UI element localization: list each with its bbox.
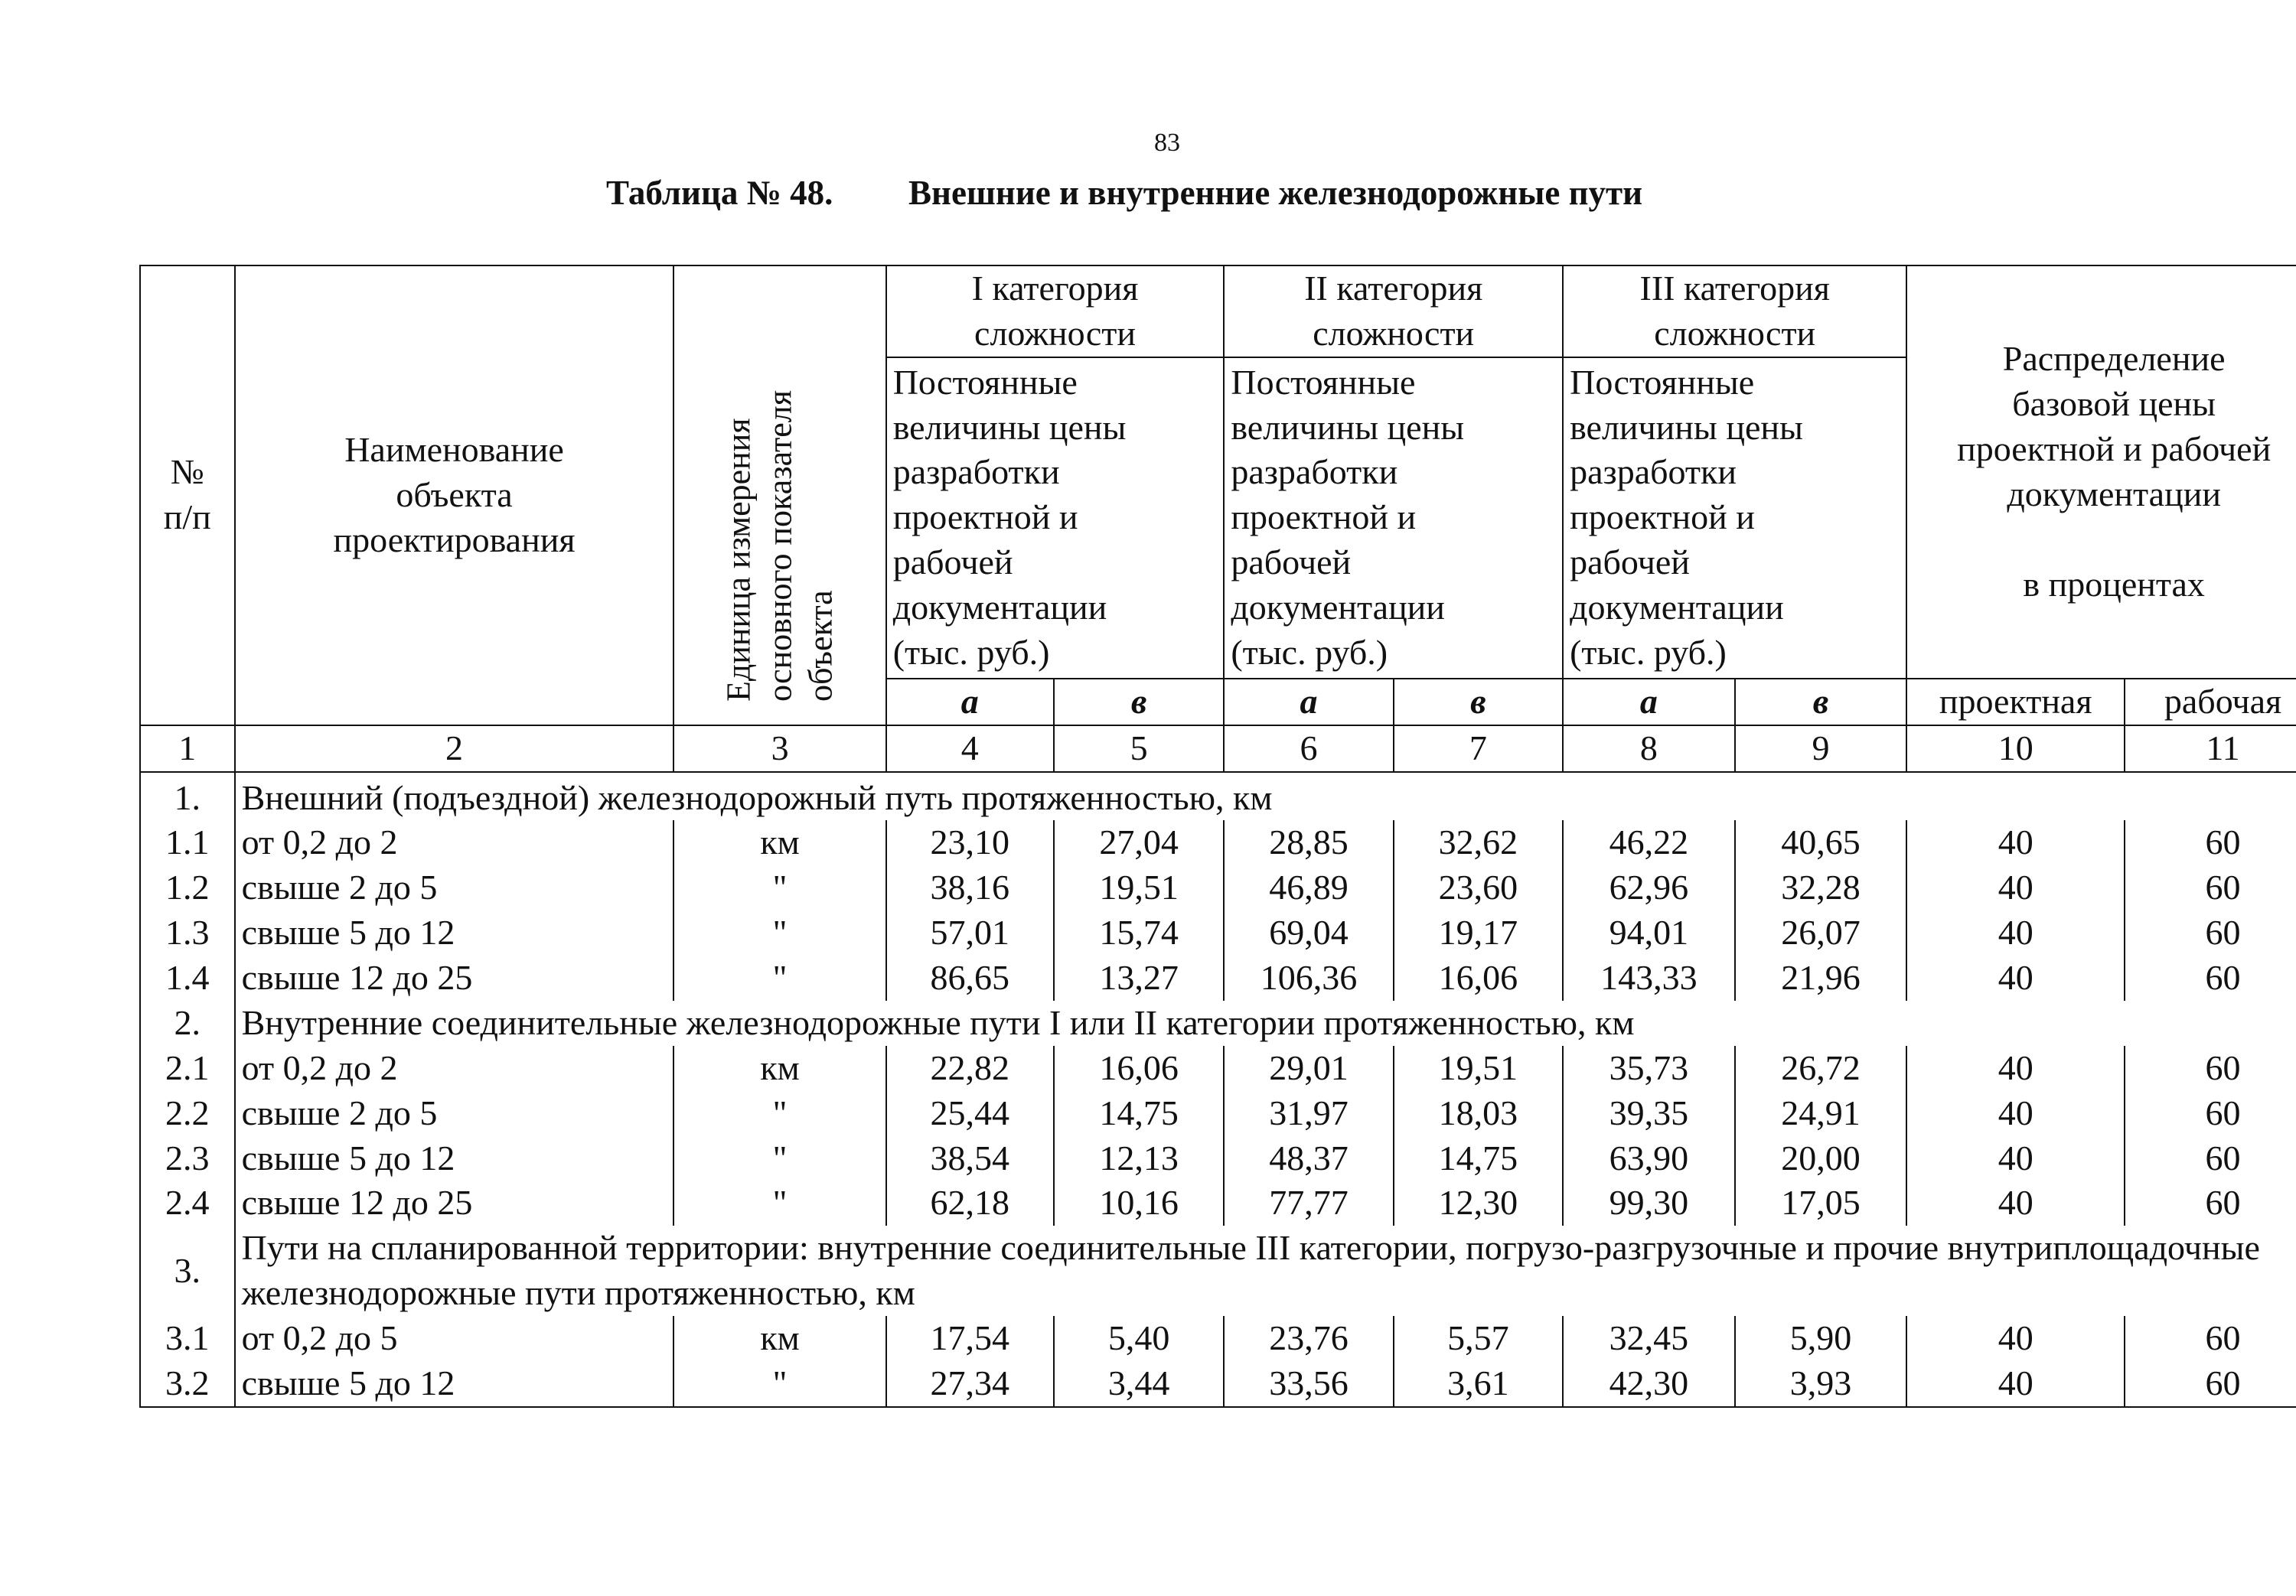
header-category-1: I категория сложности: [886, 265, 1225, 357]
table-title: [606, 173, 1642, 213]
table-row: [140, 956, 2296, 1001]
row-value: 32,28: [1735, 865, 1907, 910]
row-value: 60: [2125, 1361, 2296, 1407]
row-name: от 0,2 до 2: [235, 1046, 674, 1091]
row-value: 106,36: [1224, 956, 1393, 1001]
table-row: [140, 820, 2296, 865]
row-number: 2.4: [140, 1181, 235, 1226]
row-value: 17,54: [886, 1316, 1054, 1361]
row-number: 2.1: [140, 1046, 235, 1091]
row-name: свыше 5 до 12: [235, 1136, 674, 1181]
row-number: 3.1: [140, 1316, 235, 1361]
column-number: 3: [673, 725, 885, 772]
row-value: 3,61: [1394, 1361, 1563, 1407]
price-table: [139, 265, 2296, 1408]
row-value: 60: [2125, 1136, 2296, 1181]
row-name: от 0,2 до 2: [235, 820, 674, 865]
section-row: [140, 1001, 2296, 1046]
row-unit: ": [673, 956, 885, 1001]
row-value: 16,06: [1054, 1046, 1224, 1091]
row-value: 40: [1906, 1136, 2125, 1181]
row-value: 57,01: [886, 910, 1054, 956]
row-value: 17,05: [1735, 1181, 1907, 1226]
row-value: 38,16: [886, 865, 1054, 910]
row-value: 40: [1906, 1091, 2125, 1136]
table-body: [140, 772, 2296, 1407]
page-number: 83: [1154, 129, 1180, 157]
section-number: 2.: [140, 1001, 235, 1046]
row-value: 21,96: [1735, 956, 1907, 1001]
row-value: 19,17: [1394, 910, 1563, 956]
row-value: 26,07: [1735, 910, 1907, 956]
row-value: 23,60: [1394, 865, 1563, 910]
column-number: 9: [1735, 725, 1907, 772]
row-value: 32,62: [1394, 820, 1563, 865]
row-name: свыше 5 до 12: [235, 1361, 674, 1407]
row-value: 40: [1906, 1181, 2125, 1226]
row-value: 40,65: [1735, 820, 1907, 865]
row-unit: км: [673, 1316, 885, 1361]
table-row: [140, 1046, 2296, 1091]
row-name: свыше 5 до 12: [235, 910, 674, 956]
row-value: 19,51: [1054, 865, 1224, 910]
row-value: 3,44: [1054, 1361, 1224, 1407]
header-col-v-1: в: [1054, 679, 1224, 725]
row-value: 46,89: [1224, 865, 1393, 910]
row-value: 5,40: [1054, 1316, 1224, 1361]
row-value: 23,10: [886, 820, 1054, 865]
row-value: 10,16: [1054, 1181, 1224, 1226]
row-value: 33,56: [1224, 1361, 1393, 1407]
row-value: 20,00: [1735, 1136, 1907, 1181]
row-value: 22,82: [886, 1046, 1054, 1091]
header-category-3: III категория сложности: [1563, 265, 1906, 357]
row-number: 3.2: [140, 1361, 235, 1407]
row-value: 39,35: [1563, 1091, 1735, 1136]
header-distribution: Распределение базовой цены проектной и рабочей документации в процентах: [1906, 265, 2296, 679]
row-unit: км: [673, 820, 885, 865]
header-working: рабочая: [2125, 679, 2296, 725]
row-value: 5,90: [1735, 1316, 1907, 1361]
row-value: 31,97: [1224, 1091, 1393, 1136]
row-value: 24,91: [1735, 1091, 1907, 1136]
row-value: 40: [1906, 910, 2125, 956]
section-title: Внешний (подъездной) железнодорожный путь протяженностью, км: [235, 772, 2296, 821]
row-value: 86,65: [886, 956, 1054, 1001]
section-number: 3.: [140, 1226, 235, 1316]
column-number: 4: [886, 725, 1054, 772]
row-value: 62,96: [1563, 865, 1735, 910]
row-value: 35,73: [1563, 1046, 1735, 1091]
row-value: 32,45: [1563, 1316, 1735, 1361]
header-unit-text: Единица измерения основного показателя объекта: [719, 390, 840, 702]
header-unit: [673, 265, 885, 725]
header-object-name: Наименование объекта проектирования: [235, 265, 674, 725]
row-value: 12,30: [1394, 1181, 1563, 1226]
row-value: 27,34: [886, 1361, 1054, 1407]
row-number: 2.3: [140, 1136, 235, 1181]
row-value: 60: [2125, 1091, 2296, 1136]
column-number: 10: [1906, 725, 2125, 772]
row-value: 46,22: [1563, 820, 1735, 865]
row-value: 143,33: [1563, 956, 1735, 1001]
row-name: свыше 12 до 25: [235, 1181, 674, 1226]
row-value: 60: [2125, 1046, 2296, 1091]
row-value: 38,54: [886, 1136, 1054, 1181]
row-value: 40: [1906, 1316, 2125, 1361]
row-name: от 0,2 до 5: [235, 1316, 674, 1361]
table-number-label: Таблица № 48.: [606, 174, 833, 212]
column-number: 1: [140, 725, 235, 772]
row-unit: ": [673, 1361, 885, 1407]
row-value: 60: [2125, 910, 2296, 956]
row-value: 14,75: [1054, 1091, 1224, 1136]
row-value: 13,27: [1054, 956, 1224, 1001]
header-col-v-3: в: [1735, 679, 1907, 725]
header-col-a-3: а: [1563, 679, 1735, 725]
row-value: 60: [2125, 1181, 2296, 1226]
row-value: 12,13: [1054, 1136, 1224, 1181]
row-value: 40: [1906, 820, 2125, 865]
column-number: 2: [235, 725, 674, 772]
row-value: 48,37: [1224, 1136, 1393, 1181]
row-number: 1.3: [140, 910, 235, 956]
row-number: 2.2: [140, 1091, 235, 1136]
column-number: 11: [2125, 725, 2296, 772]
table-title-text: Внешние и внутренние железнодорожные пути: [908, 174, 1643, 212]
row-value: 23,76: [1224, 1316, 1393, 1361]
row-number: 1.4: [140, 956, 235, 1001]
header-const-values-3: Постоянные величины цены разработки проектной и рабочей документации (тыс. руб.): [1563, 357, 1906, 679]
column-numbers-row: [140, 725, 2296, 772]
row-value: 40: [1906, 865, 2125, 910]
row-name: свыше 2 до 5: [235, 1091, 674, 1136]
table-row: [140, 1136, 2296, 1181]
row-value: 42,30: [1563, 1361, 1735, 1407]
row-unit: ": [673, 1136, 885, 1181]
row-value: 60: [2125, 820, 2296, 865]
table-row: [140, 1181, 2296, 1226]
row-value: 40: [1906, 1046, 2125, 1091]
header-number: № п/п: [140, 265, 235, 725]
section-title: Внутренние соединительные железнодорожные пути I или II категории протяженностью, км: [235, 1001, 2296, 1046]
table-row: [140, 910, 2296, 956]
row-value: 99,30: [1563, 1181, 1735, 1226]
row-value: 14,75: [1394, 1136, 1563, 1181]
row-value: 69,04: [1224, 910, 1393, 956]
section-row: [140, 1226, 2296, 1316]
header-category-2: II категория сложности: [1224, 265, 1563, 357]
column-number: 5: [1054, 725, 1224, 772]
table-header: [140, 265, 2296, 772]
row-value: 27,04: [1054, 820, 1224, 865]
header-const-values-2: Постоянные величины цены разработки проектной и рабочей документации (тыс. руб.): [1224, 357, 1563, 679]
header-project: проектная: [1906, 679, 2125, 725]
row-unit: ": [673, 1181, 885, 1226]
row-value: 60: [2125, 1316, 2296, 1361]
section-title: Пути на спланированной территории: внутренние соединительные III категории, погрузо-разгрузочные и прочие внутриплощадочные железнодорожные пути протяженностью, км: [235, 1226, 2296, 1316]
row-value: 28,85: [1224, 820, 1393, 865]
row-value: 40: [1906, 1361, 2125, 1407]
header-col-a-2: а: [1224, 679, 1393, 725]
table-row: [140, 1316, 2296, 1361]
row-value: 62,18: [886, 1181, 1054, 1226]
row-unit: км: [673, 1046, 885, 1091]
header-const-values-1: Постоянные величины цены разработки проектной и рабочей документации (тыс. руб.): [886, 357, 1225, 679]
row-number: 1.2: [140, 865, 235, 910]
row-value: 63,90: [1563, 1136, 1735, 1181]
row-value: 15,74: [1054, 910, 1224, 956]
row-value: 77,77: [1224, 1181, 1393, 1226]
section-row: [140, 772, 2296, 821]
row-unit: ": [673, 1091, 885, 1136]
row-value: 60: [2125, 865, 2296, 910]
row-value: 25,44: [886, 1091, 1054, 1136]
column-number: 6: [1224, 725, 1393, 772]
row-value: 5,57: [1394, 1316, 1563, 1361]
row-value: 29,01: [1224, 1046, 1393, 1091]
row-value: 16,06: [1394, 956, 1563, 1001]
column-number: 8: [1563, 725, 1735, 772]
header-col-a-1: а: [886, 679, 1054, 725]
row-value: 40: [1906, 956, 2125, 1001]
table-row: [140, 1091, 2296, 1136]
column-number: 7: [1394, 725, 1563, 772]
row-name: свыше 12 до 25: [235, 956, 674, 1001]
row-name: свыше 2 до 5: [235, 865, 674, 910]
row-number: 1.1: [140, 820, 235, 865]
row-value: 18,03: [1394, 1091, 1563, 1136]
row-value: 19,51: [1394, 1046, 1563, 1091]
table-row: [140, 865, 2296, 910]
row-unit: ": [673, 865, 885, 910]
section-number: 1.: [140, 772, 235, 821]
table-row: [140, 1361, 2296, 1407]
row-unit: ": [673, 910, 885, 956]
header-col-v-2: в: [1394, 679, 1563, 725]
row-value: 26,72: [1735, 1046, 1907, 1091]
row-value: 60: [2125, 956, 2296, 1001]
row-value: 3,93: [1735, 1361, 1907, 1407]
row-value: 94,01: [1563, 910, 1735, 956]
